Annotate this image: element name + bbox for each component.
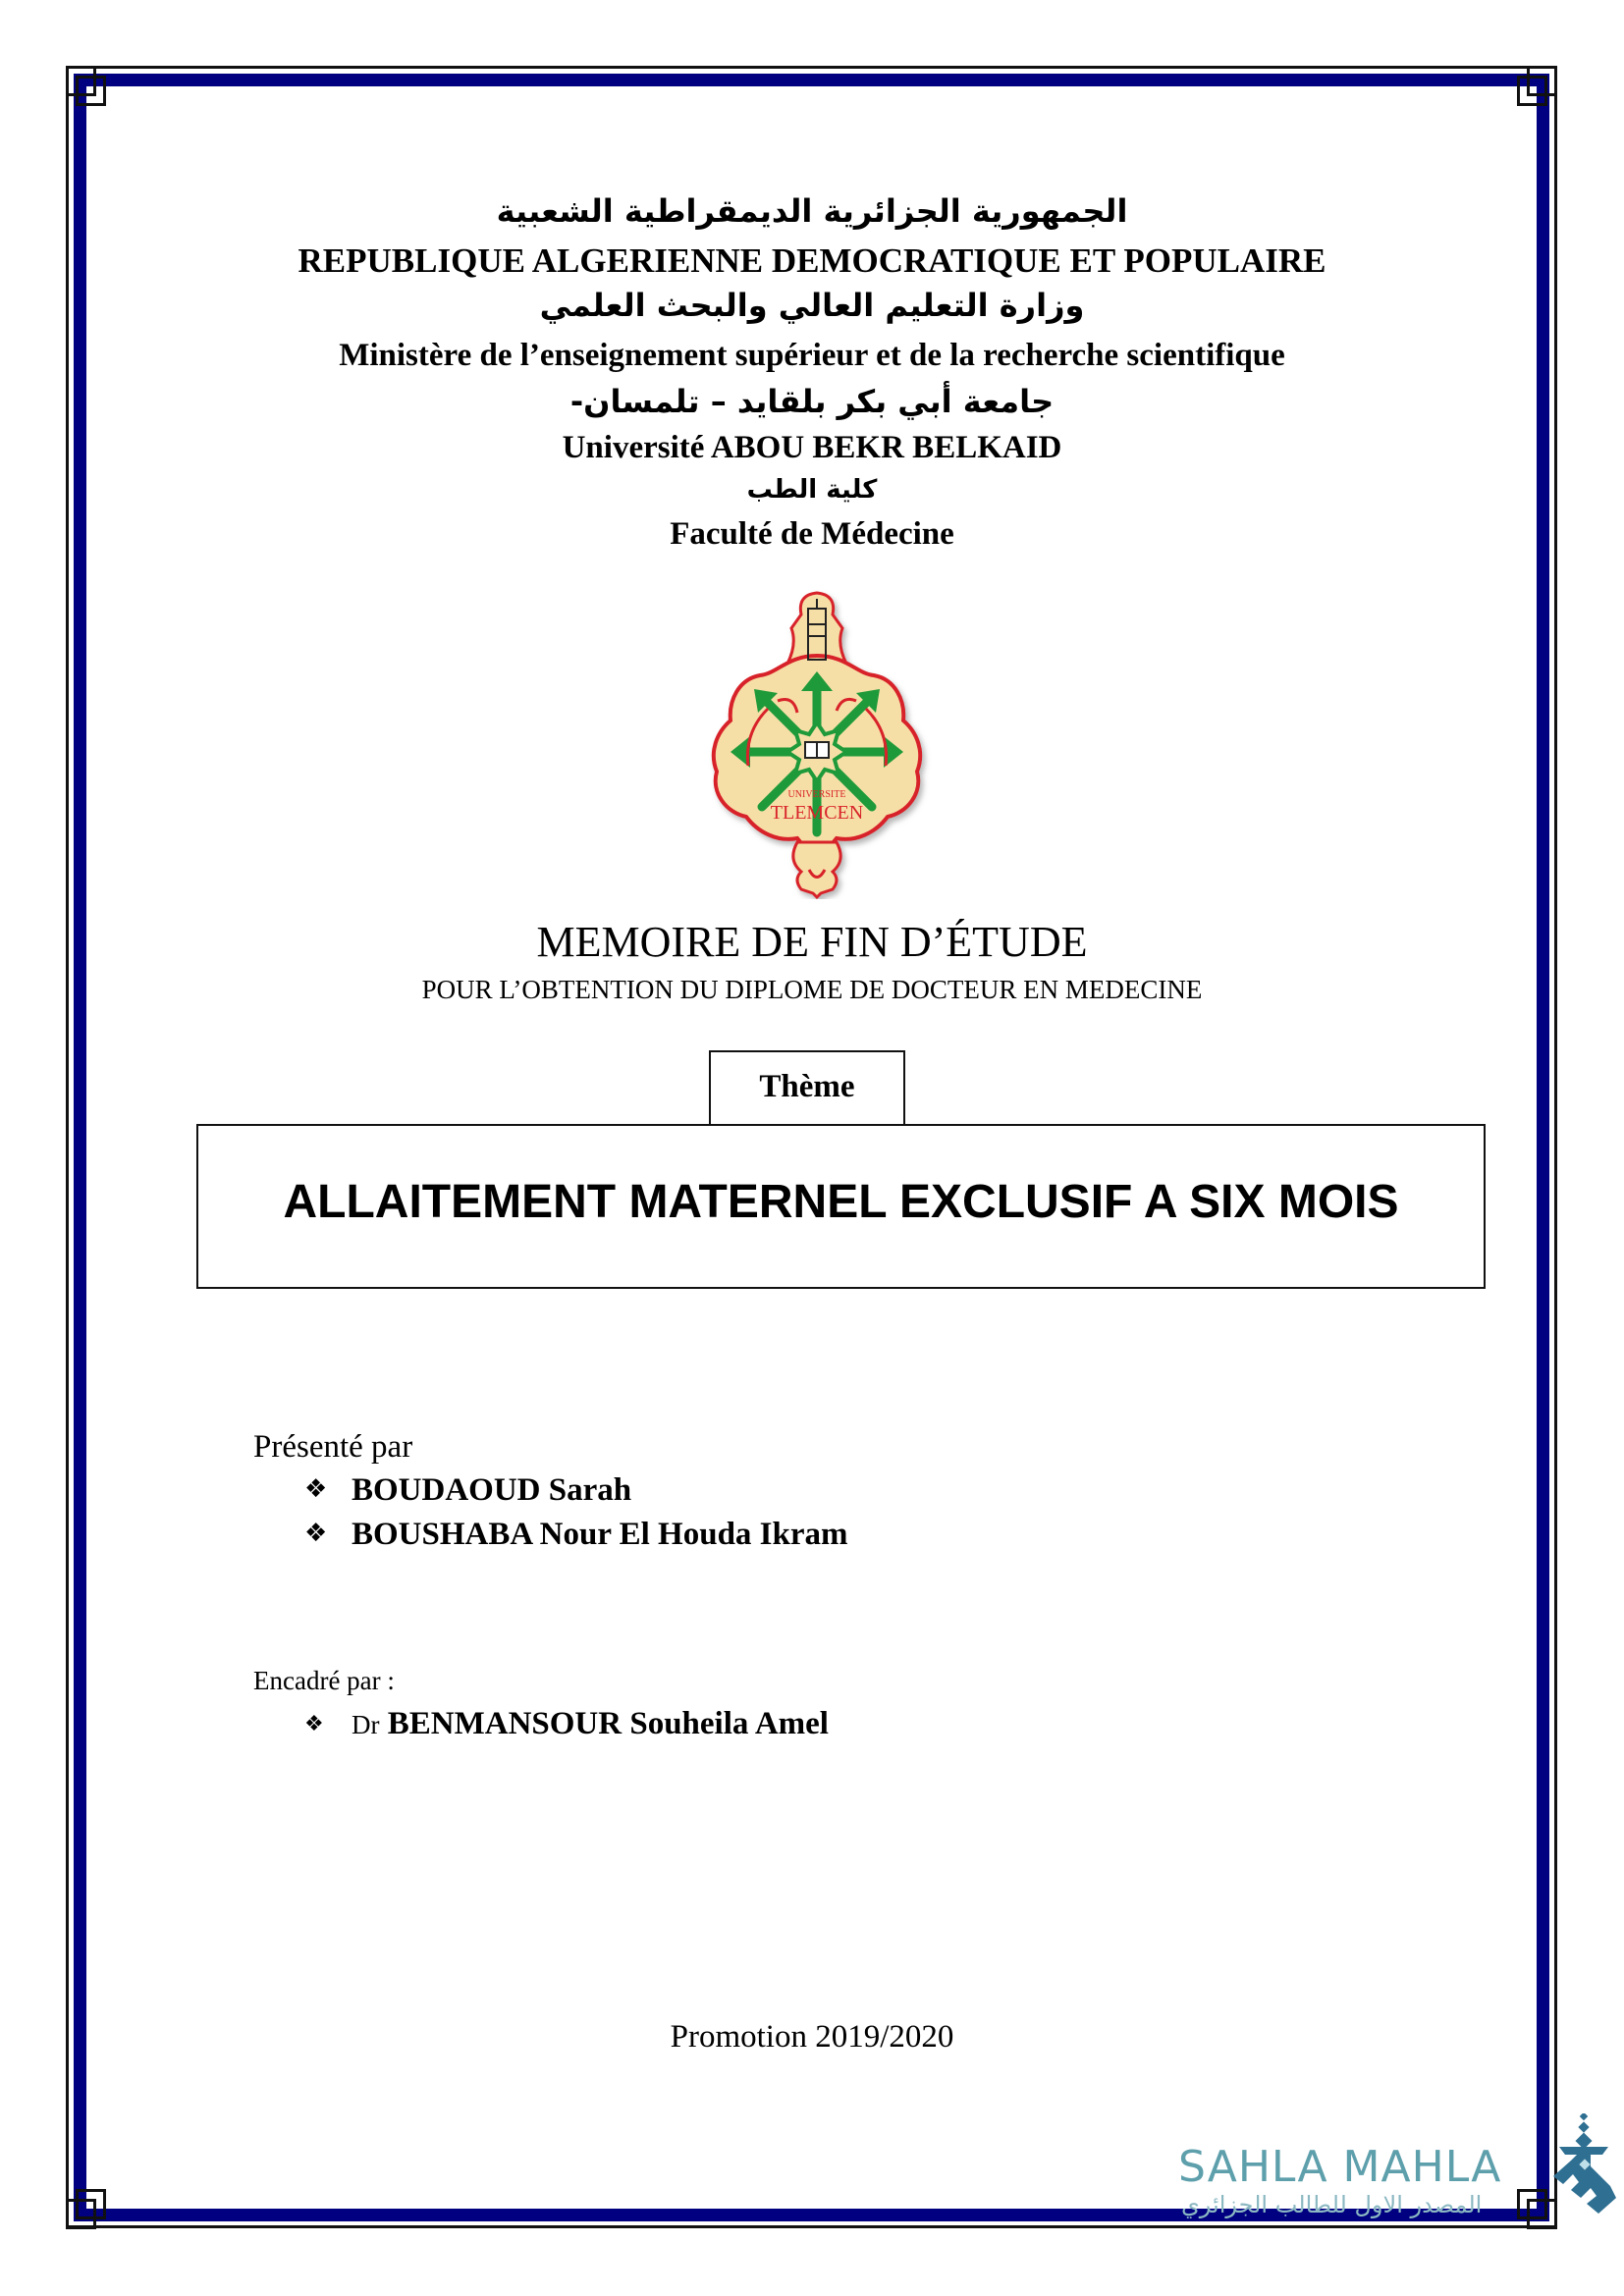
arabic-faculty-heading: كلية الطب — [746, 475, 878, 505]
logo-tlemcen-text: TLEMCEN — [770, 802, 864, 824]
republic-heading: REPUBLIQUE ALGERIENNE DEMOCRATIQUE ET POPULAIRE — [298, 241, 1326, 280]
arabic-university-heading: جامعة أبي بكر بلقايد – تلمسان- — [569, 383, 1055, 420]
author-item — [304, 1517, 848, 1553]
corner-ornament-bottom-right-inner — [1517, 2189, 1547, 2219]
author-name: BOUSHABA Nour El Houda Ikram — [352, 1517, 848, 1552]
university-tlemcen-logo — [699, 585, 935, 899]
diamond-bullet-icon: ❖ — [304, 1474, 328, 1504]
promotion-year: Promotion 2019/2020 — [670, 2019, 954, 2055]
theme-label: Thème — [759, 1069, 855, 1104]
supervisor-title: Dr — [352, 1710, 380, 1739]
diamond-bullet-icon: ❖ — [304, 1519, 328, 1548]
sahla-mahla-logo-icon — [1551, 2113, 1620, 2221]
author-name: BOUDAOUD Sarah — [352, 1472, 632, 1508]
supervisor-name: BENMANSOUR Souheila Amel — [387, 1706, 829, 1741]
logo-universite-text: UNIVERSITE — [787, 789, 846, 800]
author-item — [304, 1472, 631, 1509]
university-crest-icon — [699, 585, 935, 899]
supervised-by-label: Encadré par : — [253, 1666, 395, 1695]
faculty-heading: Faculté de Médecine — [670, 516, 954, 552]
theme-title-box — [196, 1124, 1486, 1289]
theme-label-box — [709, 1050, 905, 1126]
university-heading: Université ABOU BEKR BELKAID — [562, 430, 1062, 465]
diamond-bullet-icon: ❖ — [304, 1712, 324, 1736]
corner-ornament-top-left-inner — [76, 76, 106, 106]
presented-by-label: Présenté par — [253, 1429, 413, 1465]
watermark-brand: SAHLA MAHLA — [1178, 2142, 1502, 2192]
arabic-ministry-heading: وزارة التعليم العالي والبحث العلمي — [539, 287, 1085, 324]
memoire-subtitle: POUR L’OBTENTION DU DIPLOME DE DOCTEUR EN MEDECINE — [421, 975, 1203, 1004]
thesis-title: ALLAITEMENT MATERNEL EXCLUSIF A SIX MOIS — [283, 1176, 1399, 1228]
ministry-heading: Ministère de l’enseignement supérieur et de la recherche scientifique — [339, 338, 1285, 373]
corner-ornament-bottom-left-inner — [76, 2189, 106, 2219]
watermark-tagline: المصدر الاول للطالب الجزائري — [1181, 2191, 1483, 2218]
arabic-republic-heading: الجمهورية الجزائرية الديمقراطية الشعبية — [496, 192, 1128, 230]
memoire-title: MEMOIRE DE FIN D’ÉTUDE — [536, 918, 1088, 966]
corner-ornament-top-right-inner — [1517, 76, 1547, 106]
supervisor-item — [304, 1706, 829, 1742]
